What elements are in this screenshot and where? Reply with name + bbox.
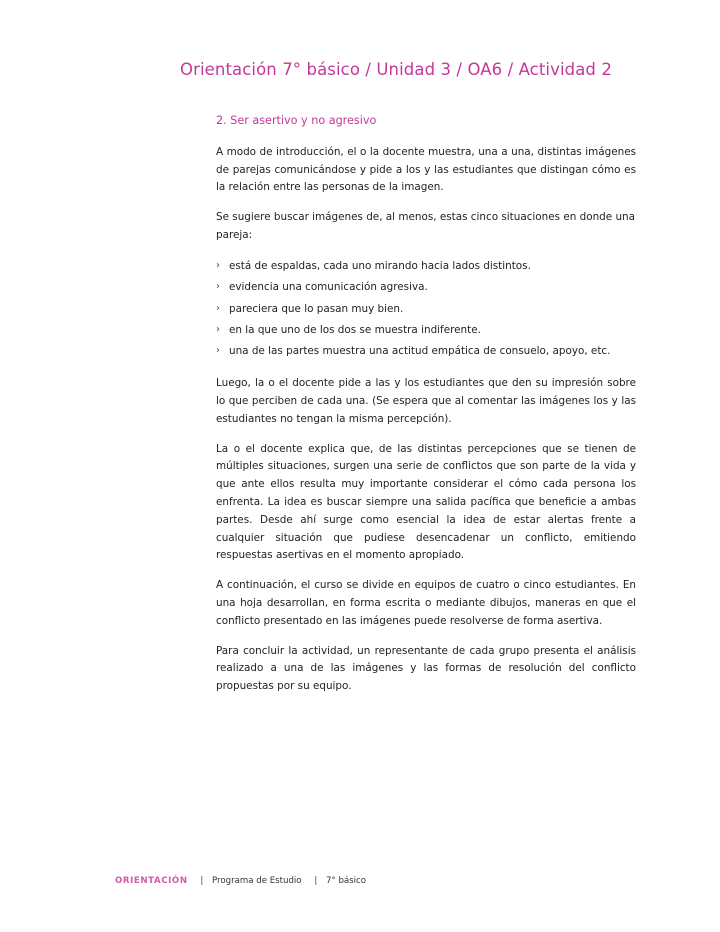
list-item (216, 258, 636, 276)
chevron-right-icon: › (216, 302, 220, 314)
footer-separator: | (200, 876, 204, 886)
list-item (216, 279, 636, 297)
conclusion-paragraph: Para concluir la actividad, un representante de cada grupo presenta el análisis realizado a una de las imágenes y las formas de resolución del conflicto propuestas por su equipo. (216, 644, 636, 693)
page-title: Orientación 7° básico / Unidad 3 / OA6 / Actividad 2 (180, 60, 612, 79)
section-title: 2. Ser asertivo y no agresivo (216, 114, 377, 127)
teams-paragraph: A continuación, el curso se divide en equipos de cuatro o cinco estudiantes. En una hoja desarrollan, en forma escrita o mediante dibujos, maneras en que el conflicto presentado en las imágenes puede resolverse de forma asertiva. (216, 579, 636, 627)
chevron-right-icon: › (216, 323, 220, 335)
list-item (216, 343, 636, 361)
list-item-text: en la que uno de los dos se muestra indiferente. (229, 323, 481, 336)
situations-list (216, 258, 636, 361)
list-item (216, 301, 636, 319)
chevron-right-icon: › (216, 281, 220, 293)
list-intro: Se sugiere buscar imágenes de, al menos, estas cinco situaciones en donde una pareja: (216, 211, 635, 241)
footer-separator: | (314, 876, 318, 886)
list-item-text: pareciera que lo pasan muy bien. (229, 302, 404, 315)
list-item (216, 322, 636, 340)
activity-content (216, 112, 636, 708)
intro-paragraph: A modo de introducción, el o la docente muestra, una a una, distintas imágenes de parejas comunicándose y pide a los y las estudiantes que distingan cómo es la relación entre las personas de la imagen. (216, 145, 636, 194)
chevron-right-icon: › (216, 259, 220, 271)
list-item-text: una de las partes muestra una actitud empática de consuelo, apoyo, etc. (229, 345, 611, 358)
conflict-paragraph: La o el docente explica que, de las distintas percepciones que se tienen de múltiples situaciones, surgen una serie de conflictos que son parte de la vida y que ante ellos resulta muy importante considerar el cómo cada persona los enfrenta. La idea es buscar siempre una salida pacífica que beneficie a ambas partes. Desde ahí surge como esencial la idea de estar alertas frente a cualquier situación que pudiese desencadenar un conflicto, emitiendo respuestas asertivas en el momento apropiado. (216, 442, 636, 562)
footer-brand: ORIENTACIÓN (115, 876, 188, 886)
footer-grade: 7° básico (325, 876, 367, 886)
list-item-text: está de espaldas, cada uno mirando hacia lados distintos. (229, 259, 531, 272)
footer-program: Programa de Estudio (212, 876, 302, 886)
page-footer (115, 876, 366, 886)
perception-paragraph: Luego, la o el docente pide a las y los estudiantes que den su impresión sobre lo que perciben de cada una. (Se espera que al comentar las imágenes los y las estudiantes no tengan la misma percepción). (216, 377, 636, 425)
chevron-right-icon: › (216, 345, 220, 357)
list-item-text: evidencia una comunicación agresiva. (229, 281, 428, 294)
